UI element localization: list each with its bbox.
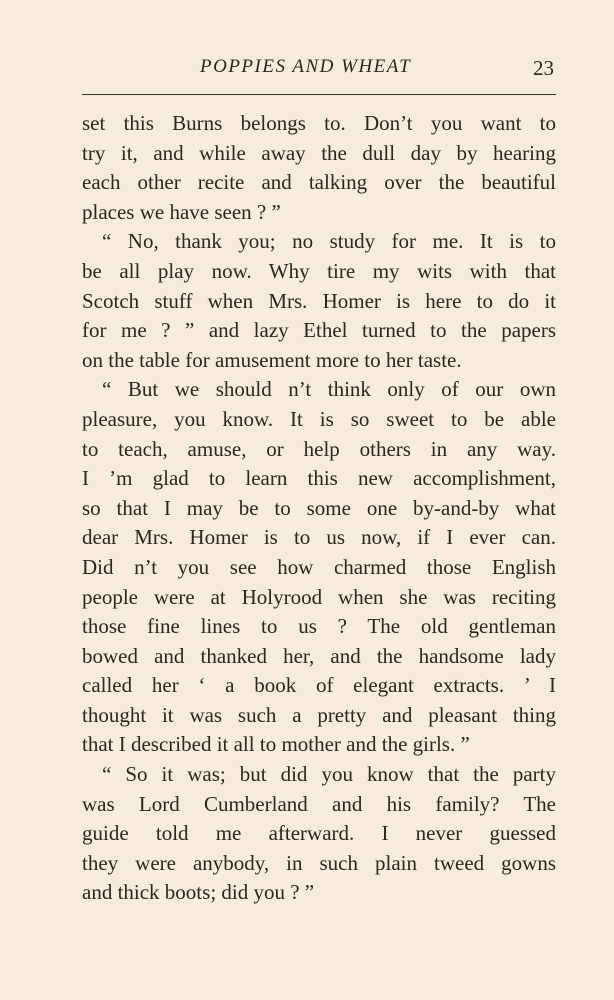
text-line: Scotch stuff when Mrs. Homer is here to do it [82,288,556,313]
body-text [82,109,556,908]
text-line: be all play now. Why tire my wits with that [82,258,556,283]
text-line: “ So it was; but did you know that the party [102,762,556,787]
text-line: people were at Holyrood when she was reciting [82,584,556,609]
text-line: pleasure, you know. It is so sweet to be able [82,406,556,431]
running-head [82,56,556,82]
text-line: “ No, thank you; no study for me. It is to [102,229,556,254]
text-line: each other recite and talking over the beautiful [82,170,556,195]
text-line: on the table for amusement more to her taste. [82,347,462,372]
text-line: dear Mrs. Homer is to us now, if I ever can. [82,525,556,550]
page-number: 23 [533,56,554,80]
text-line: called her ‘ a book of elegant extracts. ’ I [82,673,556,698]
text-line: bowed and thanked her, and the handsome lady [82,643,556,668]
text-line: thought it was such a pretty and pleasant thing [82,702,556,727]
text-line: Did n’t you see how charmed those English [82,554,556,579]
text-line: “ But we should n’t think only of our own [102,377,556,402]
text-line: for me ? ” and lazy Ethel turned to the papers [82,318,556,343]
text-line: was Lord Cumberland and his family? The [82,791,556,816]
header-rule [82,94,556,95]
text-line: so that I may be to some one by-and-by what [82,495,556,520]
text-line: try it, and while away the dull day by hearing [82,140,556,165]
text-line: places we have seen ? ” [82,199,281,224]
running-title: POPPIES AND WHEAT [200,56,412,77]
text-line: those fine lines to us ? The old gentleman [82,614,556,639]
text-line: to teach, amuse, or help others in any way. [82,436,556,461]
text-line: and thick boots; did you ? ” [82,880,315,905]
text-line: I ’m glad to learn this new accomplishment, [82,466,556,491]
text-line: that I described it all to mother and the girls. ” [82,732,470,757]
text-line: set this Burns belongs to. Don’t you want to [82,111,556,135]
text-line: they were anybody, in such plain tweed gowns [82,850,556,875]
text-line: guide told me afterward. I never guessed [82,821,556,846]
